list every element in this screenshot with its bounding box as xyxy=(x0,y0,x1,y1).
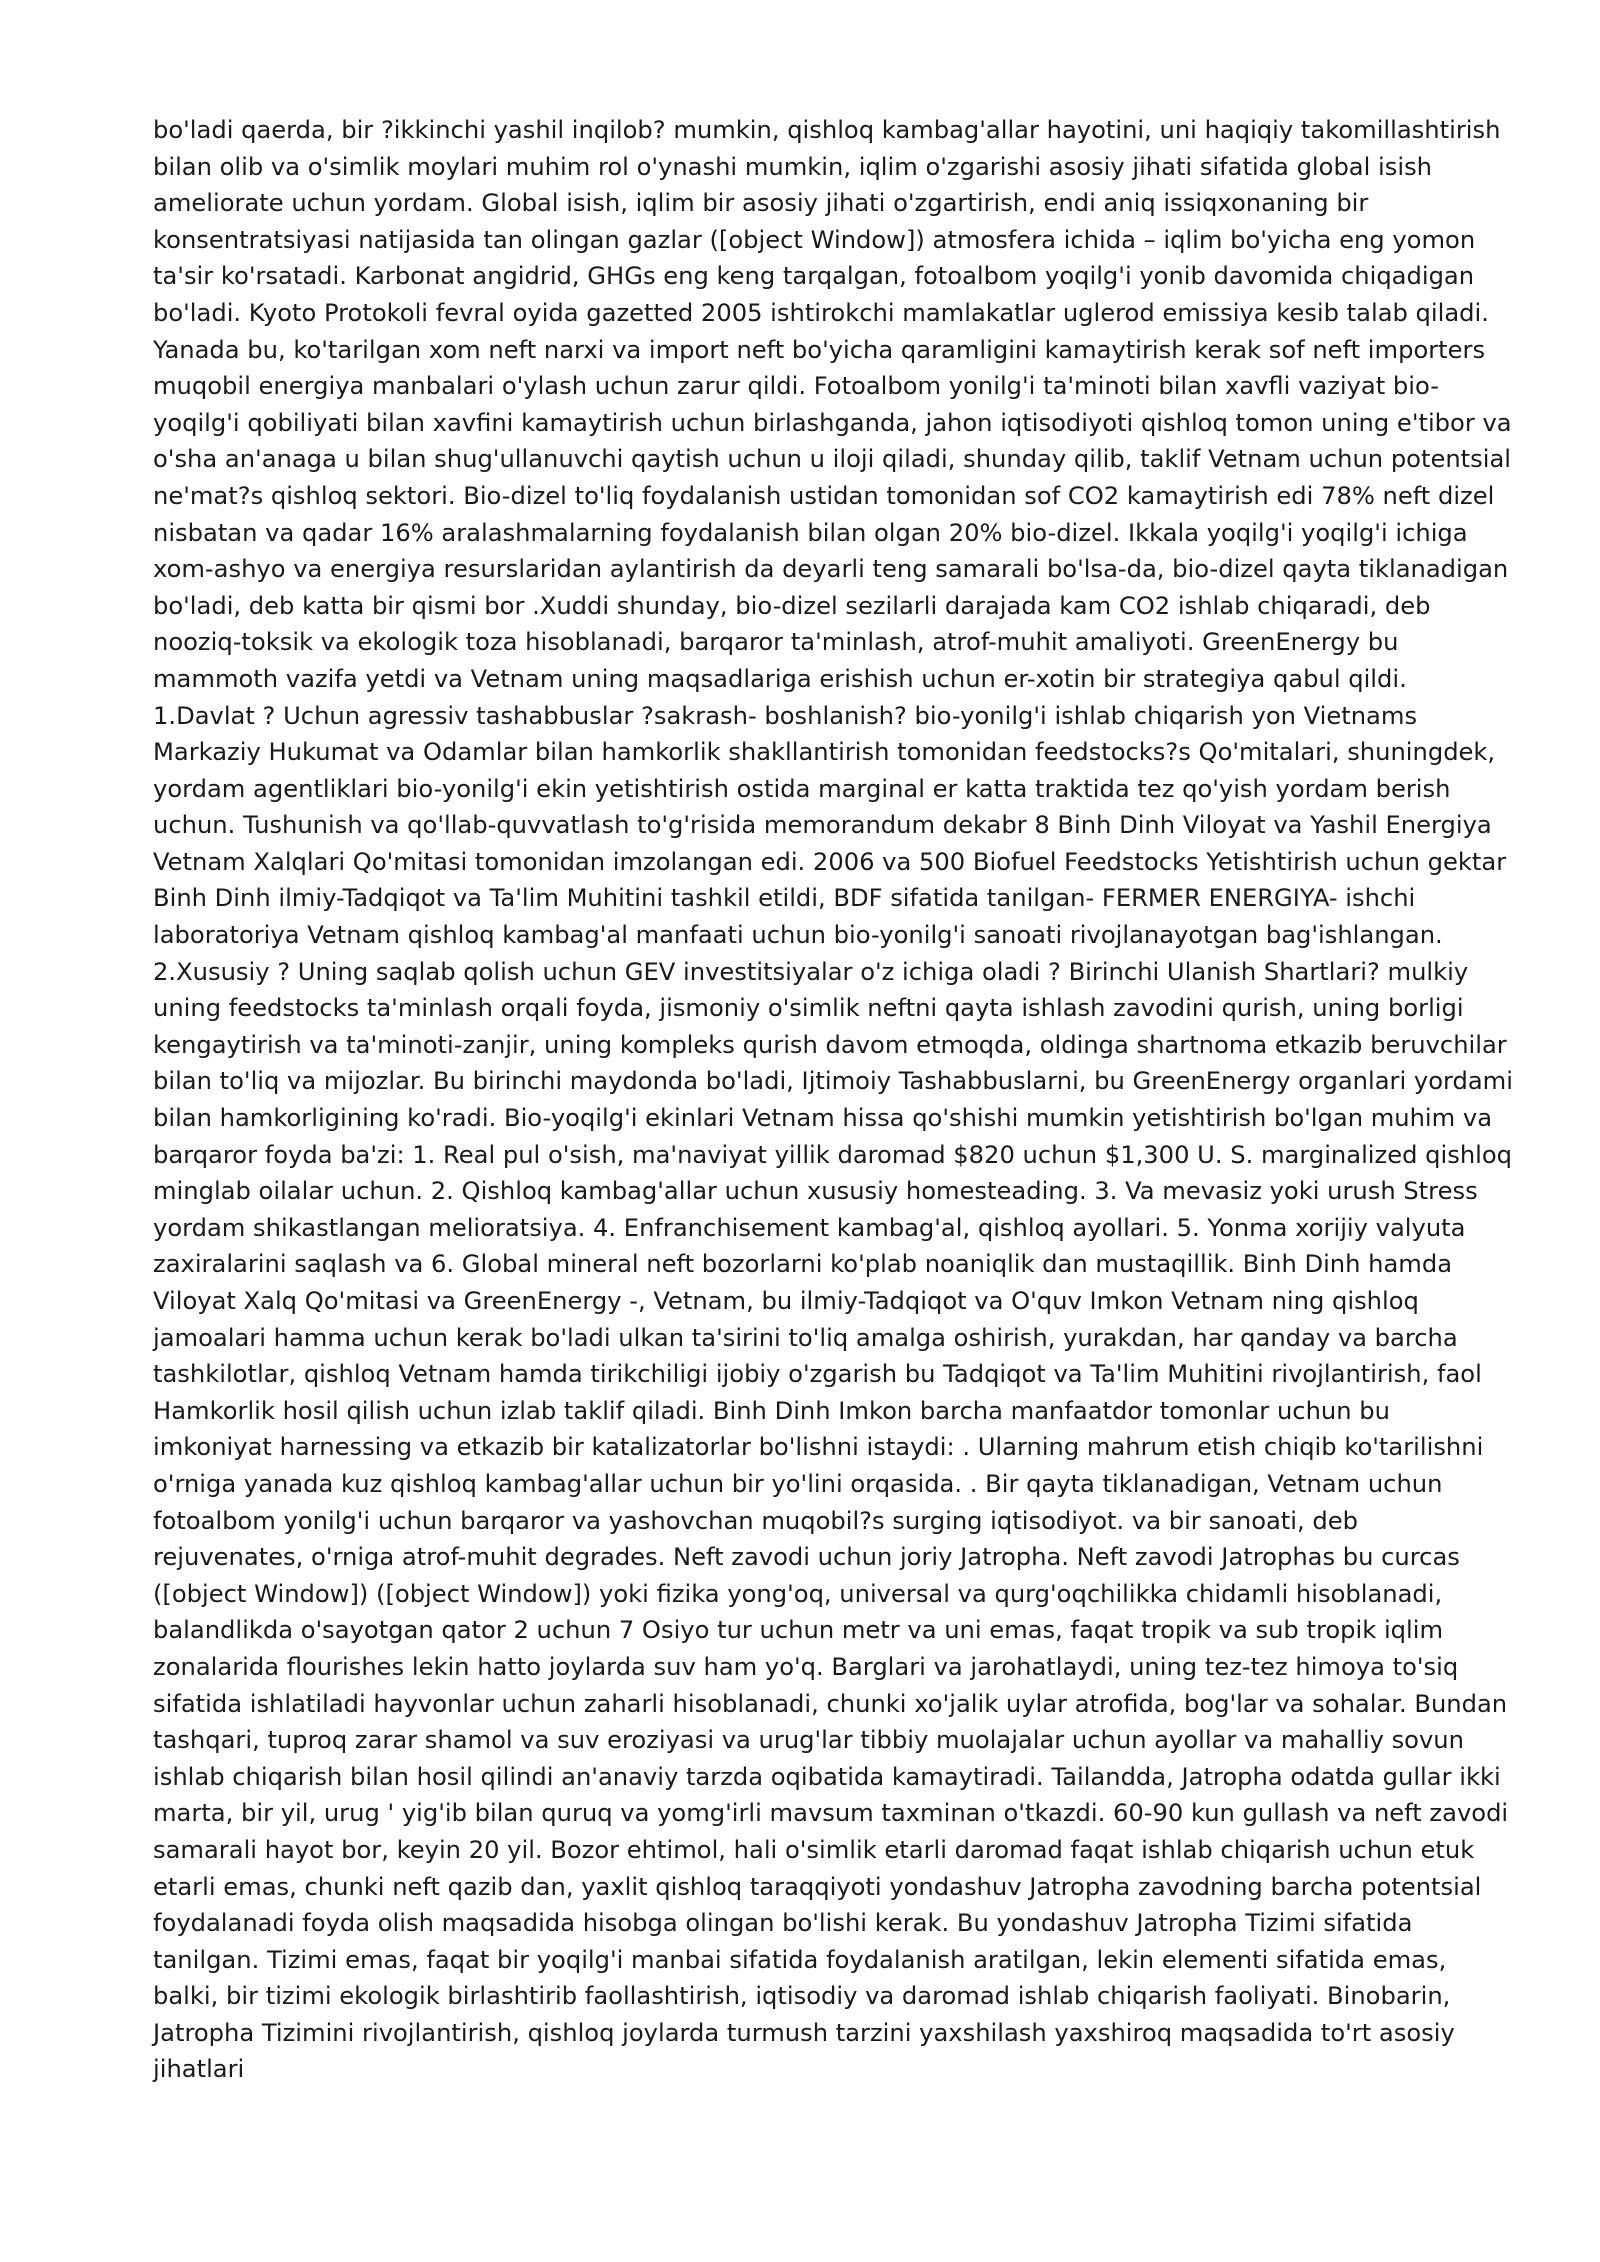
body-paragraph: bo'ladi qaerda, bir ?ikkinchi yashil inqilob? mumkin, qishloq kambag'allar hayotini, uni haqiqiy takomillashtirish bilan olib va o'simlik moylari muhim rol o'ynashi mumkin, iqlim o'zgarishi asosiy jihati sifatida global isish ameliorate uchun yordam. Global isish, iqlim bir asosiy jihati o'zgartirish, endi aniq issiqxonaning bir konsentratsiyasi natijasida tan olingan gazlar ([object Window]) atmosfera ichida – iqlim bo'yicha eng yomon ta'sir ko'rsatadi. Karbonat angidrid, GHGs eng keng tarqalgan, fotoalbom yoqilg'i yonib davomida chiqadigan bo'ladi. Kyoto Protokoli fevral oyida gazetted 2005 ishtirokchi mamlakatlar uglerod emissiya kesib talab qiladi. Yanada bu, ko'tarilgan xom neft narxi va import neft bo'yicha qaramligini kamaytirish kerak sof neft importers muqobil energiya manbalari o'ylash uchun zarur qildi. Fotoalbom yonilg'i ta'minoti bilan xavfli vaziyat bio-yoqilg'i qobiliyati bilan xavfini kamaytirish uchun birlashganda, jahon iqtisodiyoti qishloq tomon uning e'tibor va o'sha an'anaga u bilan shug'ullanuvchi qaytish uchun u iloji qiladi, shunday qilib, taklif Vetnam uchun potentsial ne'mat?s qishloq sektori. Bio-dizel to'liq foydalanish ustidan tomonidan sof CO2 kamaytirish edi 78% neft dizel nisbatan va qadar 16% aralashmalarning foydalanish bilan olgan 20% bio-dizel. Ikkala yoqilg'i yoqilg'i ichiga xom-ashyo va energiya resurslaridan aylantirish da deyarli teng samarali bo'lsa-da, bio-dizel qayta tiklanadigan bo'ladi, deb katta bir qismi bor .Xuddi shunday, bio-dizel sezilarli darajada kam CO2 ishlab chiqaradi, deb nooziq-toksik va ekologik toza hisoblanadi, barqaror ta'minlash, atrof-muhit amaliyoti. GreenEnergy bu mammoth vazifa yetdi va Vetnam uning maqsadlariga erishish uchun er-xotin bir strategiya qabul qildi. 1.Davlat ? Uchun agressiv tashabbuslar ?sakrash- boshlanish? bio-yonilg'i ishlab chiqarish yon Vietnams Markaziy Hukumat va Odamlar bilan hamkorlik shakllantirish tomonidan feedstocks?s Qo'mitalari, shuningdek, yordam agentliklari bio-yonilg'i ekin yetishtirish ostida marginal er katta traktida tez qo'yish yordam berish uchun. Tushunish va qo'llab-quvvatlash to'g'risida memorandum dekabr 8 Binh Dinh Viloyat va Yashil Energiya Vetnam Xalqlari Qo'mitasi tomonidan imzolangan edi. 2006 va 500 Biofuel Feedstocks Yetishtirish uchun gektar Binh Dinh ilmiy-Tadqiqot va Ta'lim Muhitini tashkil etildi, BDF sifatida tanilgan- FERMER ENERGIYA- ishchi laboratoriya Vetnam qishloq kambag'al manfaati uchun bio-yonilg'i sanoati rivojlanayotgan bag'ishlangan. 2.Xususiy ? Uning saqlab qolish uchun GEV investitsiyalar o'z ichiga oladi ? Birinchi Ulanish Shartlari? mulkiy uning feedstocks ta'minlash orqali foyda, jismoniy o'simlik neftni qayta ishlash zavodini qurish, uning borligi kengaytirish va ta'minoti-zanjir, uning kompleks qurish davom etmoqda, oldinga shartnoma etkazib beruvchilar bilan to'liq va mijozlar. Bu birinchi maydonda bo'ladi, Ijtimoiy Tashabbuslarni, bu GreenEnergy organlari yordami bilan hamkorligining ko'radi. Bio-yoqilg'i ekinlari Vetnam hissa qo'shishi mumkin yetishtirish bo'lgan muhim va barqaror foyda ba'zi: 1. Real pul o'sish, ma'naviyat yillik daromad $820 uchun $1,300 U. S. marginalized qishloq minglab oilalar uchun. 2. Qishloq kambag'allar uchun xususiy homesteading. 3. Va mevasiz yoki urush Stress yordam shikastlangan melioratsiya. 4. Enfranchisement kambag'al, qishloq ayollari. 5. Yonma xorijiy valyuta zaxiralarini saqlash va 6. Global mineral neft bozorlarni ko'plab noaniqlik dan mustaqillik. Binh Dinh hamda Viloyat Xalq Qo'mitasi va GreenEnergy -, Vetnam, bu ilmiy-Tadqiqot va O'quv Imkon Vetnam ning qishloq jamoalari hamma uchun kerak bo'ladi ulkan ta'sirini to'liq amalga oshirish, yurakdan, har qanday va barcha tashkilotlar, qishloq Vetnam hamda tirikchiligi ijobiy o'zgarish bu Tadqiqot va Ta'lim Muhitini rivojlantirish, faol Hamkorlik hosil qilish uchun izlab taklif qiladi. Binh Dinh Imkon barcha manfaatdor tomonlar uchun bu imkoniyat harnessing va etkazib bir katalizatorlar bo'lishni istaydi: . Ularning mahrum etish chiqib ko'tarilishni o'rniga yanada kuz qishloq kambag'allar uchun bir yo'lini orqasida. . Bir qayta tiklanadigan, Vetnam uchun fotoalbom yonilg'i uchun barqaror va yashovchan muqobil?s surging iqtisodiyot. va bir sanoati, deb rejuvenates, o'rniga atrof-muhit degrades. Neft zavodi uchun joriy Jatropha. Neft zavodi Jatrophas bu curcas ([object Window]) ([object Window]) yoki fizika yong'oq, universal va qurg'oqchilikka chidamli hisoblanadi, balandlikda o'sayotgan qator 2 uchun 7 Osiyo tur uchun metr va uni emas, faqat tropik va sub tropik iqlim zonalarida flourishes lekin hatto joylarda suv ham yo'q. Barglari va jarohatlaydi, uning tez-tez himoya to'siq sifatida ishlatiladi hayvonlar uchun zaharli hisoblanadi, chunki xo'jalik uylar atrofida, bog'lar va sohalar. Bundan tashqari, tuproq zarar shamol va suv eroziyasi va urug'lar tibbiy muolajalar uchun ayollar va mahalliy sovun ishlab chiqarish bilan hosil qilindi an'anaviy tarzda oqibatida kamaytiradi. Tailandda, Jatropha odatda gullar ikki marta, bir yil, urug ' yig'ib bilan quruq va yomg'irli mavsum taxminan o'tkazdi. 60-90 kun gullash va neft zavodi samarali hayot bor, keyin 20 yil. Bozor ehtimol, hali o'simlik etarli daromad faqat ishlab chiqarish uchun etuk etarli emas, chunki neft qazib dan, yaxlit qishloq taraqqiyoti yondashuv Jatropha zavodning barcha potentsial foydalanadi foyda olish maqsadida hisobga olingan bo'lishi kerak. Bu yondashuv Jatropha Tizimi sifatida tanilgan. Tizimi emas, faqat bir yoqilg'i manbai sifatida foydalanish aratilgan, lekin elementi sifatida emas, balki, bir tizimi ekologik birlashtirib faollashtirish, iqtisodiy va daromad ishlab chiqarish faoliyati. Binobarin, Jatropha Tizimini rivojlantirish, qishloq joylarda turmush tarzini yaxshilash yaxshiroq maqsadida to'rt asosiy jihatlari xyxy=(153,116,1513,2084)
